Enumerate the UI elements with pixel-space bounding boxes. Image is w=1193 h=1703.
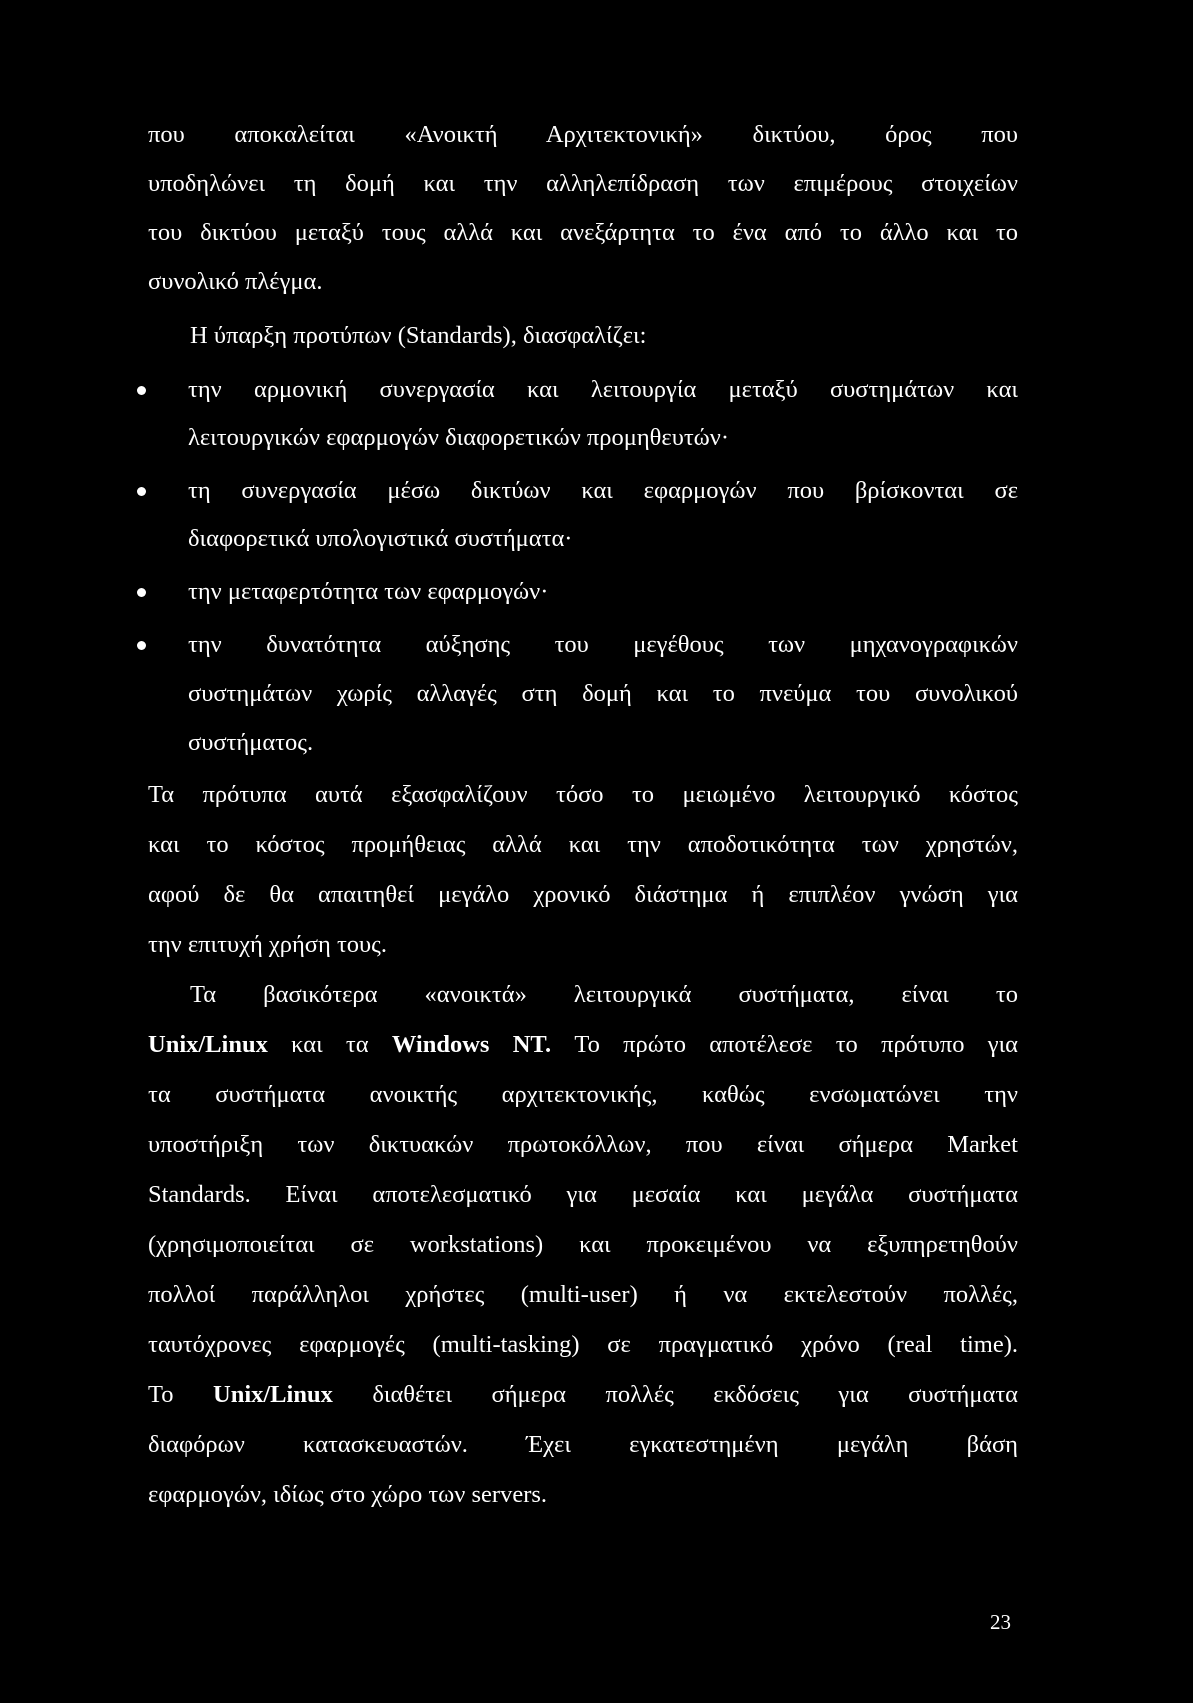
os-line-3: τα συστήματα ανοικτής αρχιτεκτονικής, καθώς ενσωματώνει την xyxy=(148,1081,1018,1108)
and-the-text: και τα xyxy=(291,1031,369,1058)
bullet-4-line-2: συστημάτων χωρίς αλλαγές στη δομή και το πνεύμα του συνολικού xyxy=(188,680,1018,707)
bullet-4-line-1: την δυνατότητα αύξησης του μεγέθους των μηχανογραφικών xyxy=(188,631,1018,658)
costs-line-4: την επιτυχή χρήση τους. xyxy=(148,931,388,958)
intro-line-3: του δικτύου μεταξύ τους αλλά και ανεξάρτητα το ένα από το άλλο και το xyxy=(148,219,1018,246)
intro-line-1: που αποκαλείται «Ανοικτή Αρχιτεκτονική» δικτύου, όρος που xyxy=(148,121,1018,148)
bullet-1-line-2: λειτουργικών εφαρμογών διαφορετικών προμηθευτών· xyxy=(188,424,730,451)
windows-nt-term: Windows NT. xyxy=(391,1031,552,1058)
bullet-3-line-1: την μεταφερτότητα των εφαρμογών· xyxy=(188,578,549,605)
costs-line-2: και το κόστος προμήθειας αλλά και την αποδοτικότητα των χρηστών, xyxy=(148,831,1018,858)
unix-linux-term: Unix/Linux xyxy=(148,1031,268,1058)
os-line-1: Τα βασικότερα «ανοικτά» λειτουργικά συστήματα, είναι το xyxy=(190,981,1018,1008)
bullet-dot-icon xyxy=(137,487,146,496)
costs-line-1: Τα πρότυπα αυτά εξασφαλίζουν τόσο το μειωμένο λειτουργικό κόστος xyxy=(148,781,1018,808)
os-line-2-rest: Το πρώτο αποτέλεσε το πρότυπο για xyxy=(574,1031,1019,1058)
bullet-dot-icon xyxy=(137,386,146,395)
bullet-1-line-1: την αρμονική συνεργασία και λειτουργία μεταξύ συστημάτων και xyxy=(188,376,1018,403)
os-line-9-start: Το xyxy=(148,1381,174,1408)
os-line-9 xyxy=(148,1380,1018,1410)
intro-line-4: συνολικό πλέγμα. xyxy=(148,268,323,295)
os-line-5: Standards. Είναι αποτελεσματικό για μεσαία και μεγάλα συστήματα xyxy=(148,1181,1018,1208)
bullet-2-line-1: τη συνεργασία μέσω δικτύων και εφαρμογών που βρίσκονται σε xyxy=(188,477,1018,504)
bullet-dot-icon xyxy=(137,641,146,650)
os-line-7: πολλοί παράλληλοι χρήστες (multi-user) ή να εκτελεστούν πολλές, xyxy=(148,1281,1018,1308)
unix-linux-term: Unix/Linux xyxy=(213,1381,333,1408)
os-line-9-rest: διαθέτει σήμερα πολλές εκδόσεις για συστήματα xyxy=(372,1381,1019,1408)
bullet-4-line-3: συστήματος. xyxy=(188,729,314,756)
os-line-4: υποστήριξη των δικτυακών πρωτοκόλλων, που είναι σήμερα Market xyxy=(148,1131,1018,1158)
bullet-2-line-2: διαφορετικά υπολογιστικά συστήματα· xyxy=(188,525,573,552)
os-line-11: εφαρμογών, ιδίως στο χώρο των servers. xyxy=(148,1481,548,1508)
standards-intro: Η ύπαρξη προτύπων (Standards), διασφαλίζει: xyxy=(190,322,647,349)
intro-line-2: υποδηλώνει τη δομή και την αλληλεπίδραση των επιμέρους στοιχείων xyxy=(148,170,1018,197)
os-line-2 xyxy=(148,1030,1018,1060)
bullet-dot-icon xyxy=(137,588,146,597)
os-line-6: (χρησιμοποιείται σε workstations) και προκειμένου να εξυπηρετηθούν xyxy=(148,1231,1018,1258)
page-number: 23 xyxy=(990,1610,1011,1634)
os-line-8: ταυτόχρονες εφαρμογές (multi-tasking) σε πραγματικό χρόνο (real time). xyxy=(148,1331,1018,1358)
costs-line-3: αφού δε θα απαιτηθεί μεγάλο χρονικό διάστημα ή επιπλέον γνώση για xyxy=(148,881,1018,908)
os-line-10: διαφόρων κατασκευαστών. Έχει εγκατεστημένη μεγάλη βάση xyxy=(148,1431,1018,1458)
